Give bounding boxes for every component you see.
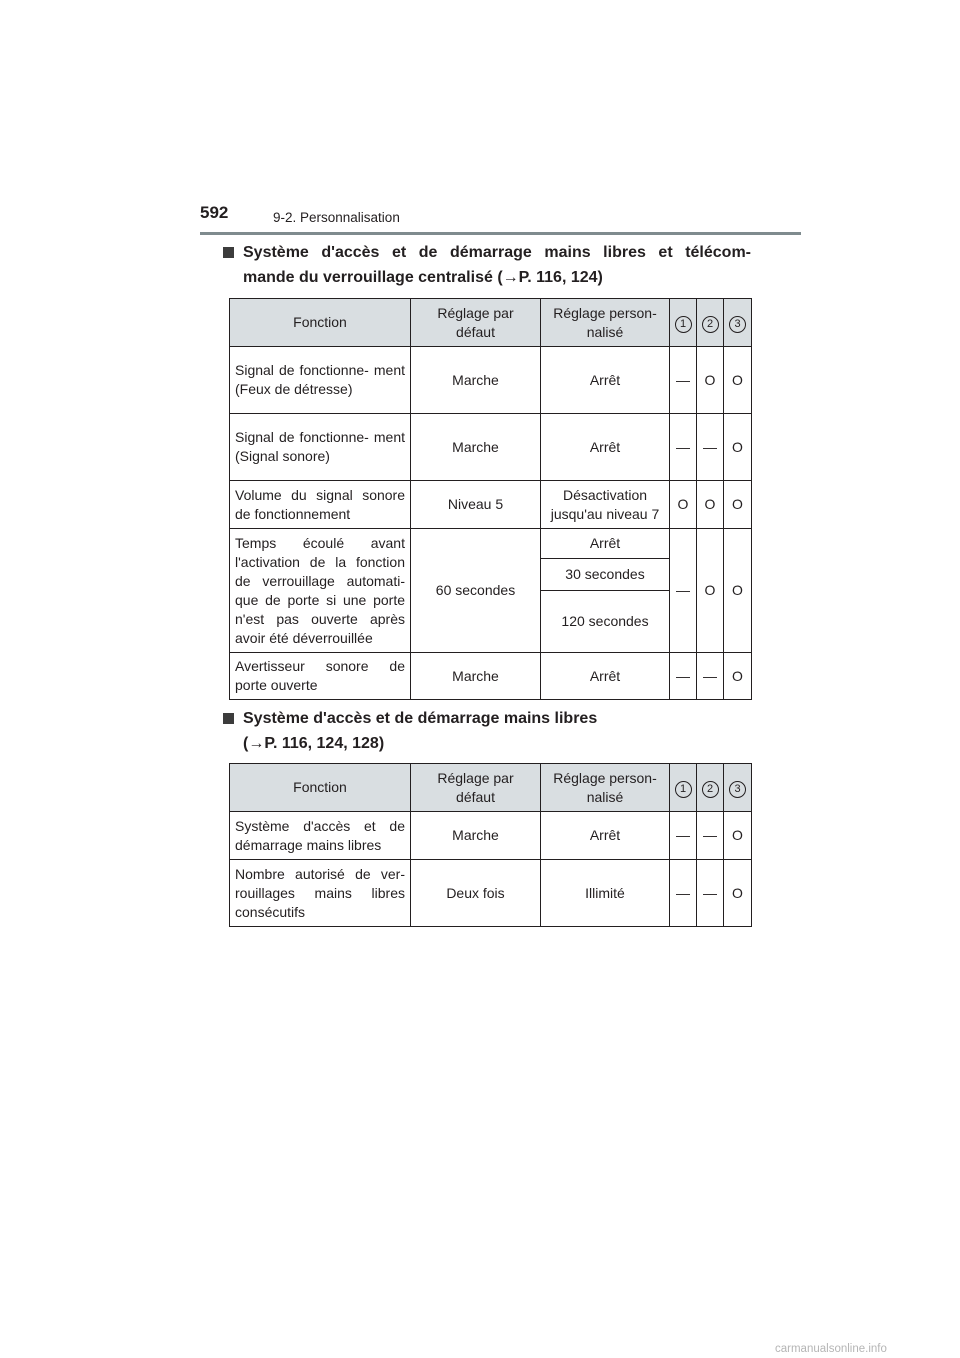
header-default: Réglage par défaut [411,299,541,347]
cell-col-1: — [670,812,697,860]
cell-default: Marche [411,347,541,414]
table-row [230,529,752,559]
circled-number: 2 [702,316,719,333]
cell-custom: Arrêt [541,414,670,481]
header-col-1 [670,764,697,812]
cell-col-3: O [724,653,752,700]
header-function: Fonction [230,299,411,347]
cell-default: Marche [411,653,541,700]
header-custom: Réglage person- nalisé [541,764,670,812]
circled-number: 2 [702,781,719,798]
circled-number: 3 [729,781,746,798]
cell-default: Marche [411,414,541,481]
cell-col-2: O [697,529,724,653]
cell-function: Système d'accès et de démarrage mains libres [230,812,411,860]
circled-number: 1 [675,316,692,333]
header-col-2 [697,299,724,347]
header-default: Réglage par défaut [411,764,541,812]
watermark: carmanualsonline.info [775,1343,887,1355]
header-col-2 [697,764,724,812]
cell-col-2: — [697,414,724,481]
cell-function: Nombre autorisé de ver- rouillages mains libres consécutifs [230,860,411,927]
cell-function: Temps écoulé avant l'activation de la fonction de verrouillage automati- que de porte si une porte n'est pas ouverte après avoir été déverrouillée [230,529,411,653]
cell-custom: Arrêt [541,347,670,414]
cell-default: Deux fois [411,860,541,927]
table-row [230,653,752,700]
cell-col-1: — [670,414,697,481]
cell-default: Niveau 5 [411,481,541,529]
cell-col-1: — [670,347,697,414]
cell-col-1: O [670,481,697,529]
table-row [230,812,752,860]
cell-col-2: — [697,812,724,860]
header-col-3 [724,299,752,347]
cell-col-3: O [724,481,752,529]
cell-col-1: — [670,860,697,927]
header-col-3 [724,764,752,812]
cell-custom-option: 120 secondes [541,591,670,653]
cell-col-2: — [697,653,724,700]
header-rule [200,232,801,235]
cell-custom-option: Arrêt [541,529,670,559]
cell-col-1: — [670,529,697,653]
header-custom: Réglage person- nalisé [541,299,670,347]
cell-col-3: O [724,812,752,860]
table-row [230,481,752,529]
cell-custom: Arrêt [541,653,670,700]
cell-custom: Arrêt [541,812,670,860]
cell-col-3: O [724,529,752,653]
cell-col-3: O [724,860,752,927]
cell-function: Signal de fonctionne- ment (Signal sonore) [230,414,411,481]
table-header-row [230,764,752,812]
table-header-row [230,299,752,347]
cell-function: Volume du signal sonore de fonctionnement [230,481,411,529]
table-row [230,414,752,481]
cell-col-2: O [697,481,724,529]
square-bullet-icon [223,247,234,258]
cell-function: Signal de fonctionne- ment (Feux de détresse) [230,347,411,414]
section-heading-line: mande du verrouillage centralisé (→P. 116, 124) [243,269,603,286]
page-number: 592 [200,203,229,222]
chapter-title: 9-2. Personnalisation [273,210,400,225]
cell-custom: Désactivation jusqu'au niveau 7 [541,481,670,529]
cell-custom-option: 30 secondes [541,559,670,591]
cell-function: Avertisseur sonore de porte ouverte [230,653,411,700]
section-heading-1 [223,240,751,290]
cell-custom: Illimité [541,860,670,927]
square-bullet-icon [223,713,234,724]
header-col-1 [670,299,697,347]
settings-table-2 [229,763,752,927]
section-heading-line: (→P. 116, 124, 128) [243,735,385,752]
section-heading-line: Système d'accès et de démarrage mains libres et télécom- [243,244,751,261]
circled-number: 1 [675,781,692,798]
cell-col-2: — [697,860,724,927]
cell-col-3: O [724,347,752,414]
section-heading-line: Système d'accès et de démarrage mains libres [243,710,598,727]
settings-table-1 [229,298,752,700]
cell-col-3: O [724,414,752,481]
table-row [230,347,752,414]
cell-col-1: — [670,653,697,700]
circled-number: 3 [729,316,746,333]
cell-default: Marche [411,812,541,860]
section-heading-2 [223,706,751,756]
table-row [230,860,752,927]
cell-default: 60 secondes [411,529,541,653]
cell-col-2: O [697,347,724,414]
header-function: Fonction [230,764,411,812]
